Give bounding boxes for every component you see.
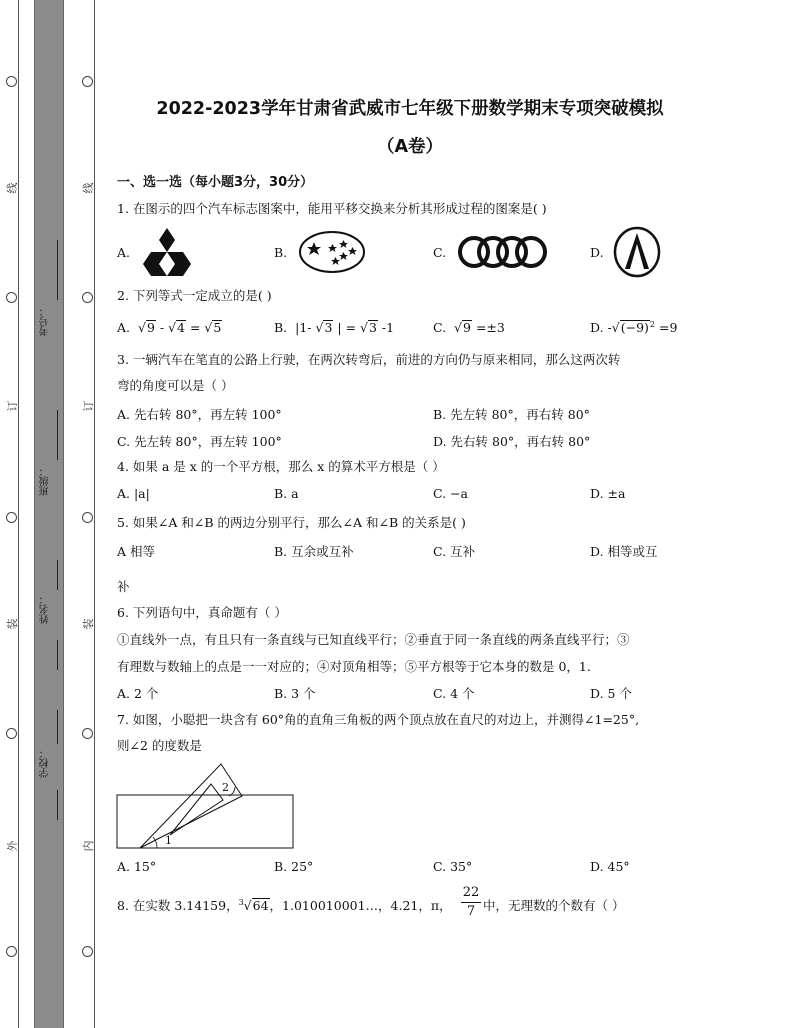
question-7-option-b: B. 25° [274, 859, 314, 874]
question-2-option-b: B. |1- √3 | = √3 -1 [274, 320, 395, 335]
question-1-stem: 1. 在图示的四个汽车标志图案中，能用平移交换来分析其形成过程的图案是( ) [117, 201, 547, 216]
binding-hole [6, 292, 17, 303]
question-5-option-d: D. 相等或互 [590, 544, 658, 559]
binding-char-outer: 外 [6, 840, 19, 852]
binding-hole [82, 946, 93, 957]
question-7-stem-cont: 则∠2 的度数是 [117, 738, 202, 753]
question-5-option-a: A 相等 [117, 544, 156, 559]
page-subtitle: （A卷） [376, 137, 444, 157]
question-4-option-d: D. ±a [590, 486, 626, 501]
question-5-option-b: B. 互余或互补 [274, 544, 354, 559]
name-field[interactable]: 姓名： [36, 560, 60, 670]
question-7-option-d: D. 45° [590, 859, 630, 874]
question-7-option-c: C. 35° [433, 859, 473, 874]
school-field[interactable]: 学校： [36, 710, 60, 820]
question-8-stem-end: 中，无理数的个数有（ ） [483, 898, 625, 913]
question-3-option-a: A. 先右转 80°，再左转 100° [117, 407, 282, 422]
question-4-stem: 4. 如果 a 是 x 的一个平方根，那么 x 的算术平方根是（ ） [117, 459, 445, 474]
option-label: B. [274, 245, 288, 260]
binding-char-order: 订 [6, 400, 19, 412]
question-2-option-a: A. √9 - √4 = √5 [117, 320, 222, 335]
binding-hole [6, 728, 17, 739]
angle-1-label: 1 [165, 834, 172, 847]
binding-hole [82, 292, 93, 303]
question-6-stem: 6. 下列语句中，真命题有（ ） [117, 605, 287, 620]
question-6-option-a: A. 2 个 [117, 686, 159, 701]
mitsubishi-logo-icon [136, 226, 198, 278]
question-8-stem: 8. 在实数 3.14159，$^3$√64，1.010010001…，4.21，π， [117, 897, 452, 913]
binding-char-line: 线 [6, 182, 19, 194]
question-4-option-b: B. a [274, 486, 299, 501]
binding-char-inner: 内 [82, 840, 95, 852]
option-label: A. [117, 245, 131, 260]
subaru-logo-icon [298, 230, 366, 274]
binding-char-bind: 装 [82, 618, 95, 630]
question-5-option-d-wrap: 补 [117, 579, 130, 594]
ruler-triangle-figure [115, 760, 297, 852]
question-4-option-c: C. −a [433, 486, 468, 501]
question-3-stem: 3. 一辆汽车在笔直的公路上行驶，在两次转弯后，前进的方向仍与原来相同，那么这两次转 [117, 352, 621, 367]
question-7-option-a: A. 15° [117, 859, 157, 874]
section-heading: 一、选一选（每小题3分，30分） [117, 175, 314, 190]
binding-hole [82, 76, 93, 87]
binding-hole [6, 946, 17, 957]
question-6-statements: ①直线外一点，有且只有一条直线与已知直线平行；②垂直于同一条直线的两条直线平行；③ [117, 632, 630, 647]
angle-2-label: 2 [222, 781, 229, 794]
question-6-statements-cont: 有理数与数轴上的点是一一对应的；④对顶角相等；⑤平方根等于它本身的数是 0，1. [117, 659, 591, 674]
question-2-option-d: D. $-√(-9)^2 =9$ [590, 320, 678, 336]
question-6-option-b: B. 3 个 [274, 686, 316, 701]
binding-char-bind: 装 [6, 618, 19, 630]
question-3-option-b: B. 先左转 80°，再右转 80° [433, 407, 590, 422]
binding-char-line: 线 [82, 182, 95, 194]
inner-binding-line [94, 0, 95, 1028]
question-5-option-c: C. 互补 [433, 544, 476, 559]
option-label: C. [433, 245, 447, 260]
binding-char-order: 订 [82, 400, 95, 412]
outer-binding-line [18, 0, 19, 1028]
question-3-option-c: C. 先左转 80°，再左转 100° [117, 434, 282, 449]
question-6-option-c: C. 4 个 [433, 686, 475, 701]
question-2-option-c: C. √9 =±3 [433, 320, 505, 335]
binding-hole [6, 512, 17, 523]
question-3-option-d: D. 先右转 80°，再右转 80° [433, 434, 591, 449]
question-7-stem: 7. 如图，小聪把一块含有 60°角的直角三角板的两个顶点放在直尺的对边上，并测得∠1=25°, [117, 712, 640, 727]
question-5-stem: 5. 如果∠A 和∠B 的两边分别平行，那么∠A 和∠B 的关系是( ) [117, 515, 466, 530]
binding-hole [82, 728, 93, 739]
question-2-stem: 2. 下列等式一定成立的是( ) [117, 288, 272, 303]
class-field[interactable]: 班级： [36, 410, 60, 520]
fraction-22-7: 22 7 [462, 885, 480, 919]
page-title: 2022-2023学年甘肃省武威市七年级下册数学期末专项突破模拟 [156, 99, 664, 119]
question-3-stem-cont: 弯的角度可以是（ ） [117, 378, 234, 393]
binding-hole [82, 512, 93, 523]
binding-hole [6, 76, 17, 87]
question-6-option-d: D. 5 个 [590, 686, 632, 701]
question-4-option-a: A. |a| [117, 486, 150, 501]
audi-logo-icon [456, 234, 548, 270]
acura-logo-icon [612, 226, 662, 278]
option-label: D. [590, 245, 604, 260]
exam-number-field[interactable]: 考号： [36, 240, 60, 350]
